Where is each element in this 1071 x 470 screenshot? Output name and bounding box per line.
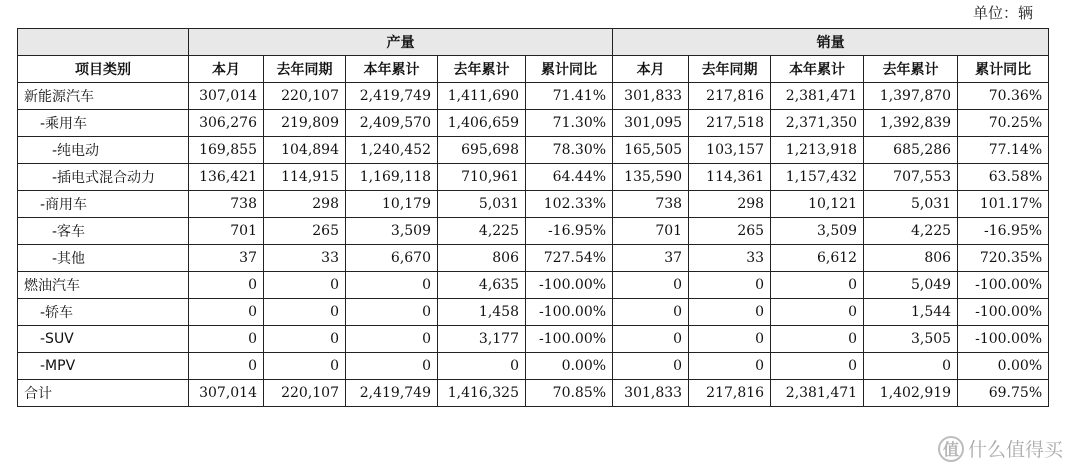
production-value-cell: 71.30% <box>526 110 613 137</box>
production-value-cell: 307,014 <box>189 380 264 407</box>
production-value-cell: 806 <box>438 245 526 272</box>
production-value-cell: 3,177 <box>438 326 526 353</box>
production-value-cell: 0 <box>346 272 438 299</box>
sales-value-cell: 114,361 <box>689 164 771 191</box>
sales-col-this-month: 本月 <box>613 56 689 83</box>
production-value-cell: 306,276 <box>189 110 264 137</box>
group-header-row <box>18 29 1049 56</box>
sales-value-cell: 5,049 <box>864 272 958 299</box>
sales-value-cell: 0 <box>689 326 771 353</box>
production-value-cell: 5,031 <box>438 191 526 218</box>
sales-value-cell: 0 <box>771 272 864 299</box>
sales-value-cell: 1,397,870 <box>864 83 958 110</box>
production-value-cell: 0 <box>189 272 264 299</box>
production-value-cell: 169,855 <box>189 137 264 164</box>
production-value-cell: 298 <box>264 191 346 218</box>
sales-value-cell: 301,095 <box>613 110 689 137</box>
row-category-cell: -MPV <box>18 353 189 380</box>
production-value-cell: 220,107 <box>264 380 346 407</box>
row-category-cell: -纯电动 <box>18 137 189 164</box>
production-value-cell: 114,915 <box>264 164 346 191</box>
row-category-cell: 燃油汽车 <box>18 272 189 299</box>
sales-col-same-period-last-year: 去年同期 <box>689 56 771 83</box>
sales-value-cell: 0 <box>689 272 771 299</box>
production-value-cell: 1,406,659 <box>438 110 526 137</box>
sales-value-cell: 0 <box>689 299 771 326</box>
sales-value-cell: -100.00% <box>958 326 1049 353</box>
production-value-cell: 1,458 <box>438 299 526 326</box>
sales-value-cell: -16.95% <box>958 218 1049 245</box>
sales-value-cell: 707,553 <box>864 164 958 191</box>
sales-value-cell: 217,518 <box>689 110 771 137</box>
table-row <box>18 245 1049 272</box>
sales-value-cell: 685,286 <box>864 137 958 164</box>
production-value-cell: 136,421 <box>189 164 264 191</box>
sales-value-cell: 298 <box>689 191 771 218</box>
row-category-cell: -其他 <box>18 245 189 272</box>
table-row <box>18 299 1049 326</box>
sales-value-cell: 0 <box>771 326 864 353</box>
sales-value-cell: 77.14% <box>958 137 1049 164</box>
sales-value-cell: 301,833 <box>613 83 689 110</box>
table-row <box>18 353 1049 380</box>
sales-value-cell: 1,402,919 <box>864 380 958 407</box>
production-value-cell: 220,107 <box>264 83 346 110</box>
production-value-cell: 71.41% <box>526 83 613 110</box>
production-value-cell: 727.54% <box>526 245 613 272</box>
row-category-cell: -SUV <box>18 326 189 353</box>
sales-value-cell: 738 <box>613 191 689 218</box>
production-value-cell: 0 <box>264 353 346 380</box>
production-value-cell: 104,894 <box>264 137 346 164</box>
watermark-text: 什么值得买 <box>967 439 1063 461</box>
sales-value-cell: 301,833 <box>613 380 689 407</box>
production-value-cell: 265 <box>264 218 346 245</box>
category-column-header: 项目类别 <box>18 56 189 83</box>
sales-value-cell: 3,509 <box>771 218 864 245</box>
table-row <box>18 164 1049 191</box>
production-value-cell: 3,509 <box>346 218 438 245</box>
production-value-cell: 710,961 <box>438 164 526 191</box>
production-value-cell: -16.95% <box>526 218 613 245</box>
production-value-cell: 0 <box>346 326 438 353</box>
sales-value-cell: 0 <box>771 299 864 326</box>
table-row <box>18 110 1049 137</box>
sales-value-cell: 37 <box>613 245 689 272</box>
row-category-cell: -轿车 <box>18 299 189 326</box>
sales-value-cell: 69.75% <box>958 380 1049 407</box>
table-row <box>18 191 1049 218</box>
sales-value-cell: 1,544 <box>864 299 958 326</box>
production-value-cell: 0 <box>264 299 346 326</box>
sales-col-ytd-yoy: 累计同比 <box>958 56 1049 83</box>
row-category-cell: 新能源汽车 <box>18 83 189 110</box>
production-value-cell: 0 <box>264 272 346 299</box>
production-col-ytd-yoy: 累计同比 <box>526 56 613 83</box>
production-col-same-period-last-year: 去年同期 <box>264 56 346 83</box>
sales-value-cell: 135,590 <box>613 164 689 191</box>
sales-col-last-year-ytd: 去年累计 <box>864 56 958 83</box>
production-value-cell: 0 <box>189 326 264 353</box>
sales-value-cell: 1,392,839 <box>864 110 958 137</box>
sales-value-cell: 33 <box>689 245 771 272</box>
production-value-cell: -100.00% <box>526 299 613 326</box>
production-col-this-month: 本月 <box>189 56 264 83</box>
sales-group-header: 销量 <box>613 29 1049 56</box>
production-col-last-year-ytd: 去年累计 <box>438 56 526 83</box>
sales-value-cell: 2,371,350 <box>771 110 864 137</box>
production-value-cell: 70.85% <box>526 380 613 407</box>
sales-value-cell: 0 <box>613 272 689 299</box>
sales-value-cell: 103,157 <box>689 137 771 164</box>
production-value-cell: 4,225 <box>438 218 526 245</box>
sales-value-cell: 1,213,918 <box>771 137 864 164</box>
table-row <box>18 137 1049 164</box>
production-value-cell: 0 <box>189 299 264 326</box>
production-value-cell: 0 <box>346 299 438 326</box>
production-value-cell: 0 <box>264 326 346 353</box>
smzdm-watermark <box>938 435 1063 462</box>
production-value-cell: 10,179 <box>346 191 438 218</box>
sales-value-cell: 806 <box>864 245 958 272</box>
row-category-cell: -客车 <box>18 218 189 245</box>
production-group-header: 产量 <box>189 29 613 56</box>
production-value-cell: 2,419,749 <box>346 83 438 110</box>
sales-value-cell: 0 <box>864 353 958 380</box>
sales-col-ytd: 本年累计 <box>771 56 864 83</box>
header-blank-cell <box>18 29 189 56</box>
table-row <box>18 326 1049 353</box>
production-value-cell: 738 <box>189 191 264 218</box>
sales-value-cell: 70.36% <box>958 83 1049 110</box>
sales-value-cell: 0 <box>613 353 689 380</box>
production-value-cell: 37 <box>189 245 264 272</box>
sales-value-cell: 4,225 <box>864 218 958 245</box>
row-category-cell: -乘用车 <box>18 110 189 137</box>
production-value-cell: 1,169,118 <box>346 164 438 191</box>
sales-value-cell: 217,816 <box>689 83 771 110</box>
sales-value-cell: -100.00% <box>958 299 1049 326</box>
production-value-cell: 1,411,690 <box>438 83 526 110</box>
production-value-cell: 102.33% <box>526 191 613 218</box>
production-col-ytd: 本年累计 <box>346 56 438 83</box>
sales-value-cell: 2,381,471 <box>771 83 864 110</box>
vehicle-production-sales-table <box>17 28 1049 407</box>
sales-value-cell: 165,505 <box>613 137 689 164</box>
production-value-cell: 0.00% <box>526 353 613 380</box>
table-row <box>18 218 1049 245</box>
production-value-cell: 64.44% <box>526 164 613 191</box>
sales-value-cell: 3,505 <box>864 326 958 353</box>
production-value-cell: 0 <box>346 353 438 380</box>
production-value-cell: -100.00% <box>526 326 613 353</box>
sales-value-cell: 0 <box>771 353 864 380</box>
production-value-cell: -100.00% <box>526 272 613 299</box>
production-value-cell: 307,014 <box>189 83 264 110</box>
sales-value-cell: 1,157,432 <box>771 164 864 191</box>
sales-value-cell: 701 <box>613 218 689 245</box>
production-value-cell: 0 <box>438 353 526 380</box>
sales-value-cell: 0 <box>613 326 689 353</box>
sales-value-cell: 2,381,471 <box>771 380 864 407</box>
table-row <box>18 380 1049 407</box>
row-category-cell: 合计 <box>18 380 189 407</box>
production-value-cell: 1,416,325 <box>438 380 526 407</box>
smzdm-logo-icon: 值 <box>938 436 964 462</box>
production-value-cell: 4,635 <box>438 272 526 299</box>
production-value-cell: 2,419,749 <box>346 380 438 407</box>
sales-value-cell: 217,816 <box>689 380 771 407</box>
sales-value-cell: 6,612 <box>771 245 864 272</box>
sales-value-cell: 720.35% <box>958 245 1049 272</box>
production-value-cell: 219,809 <box>264 110 346 137</box>
unit-label: 单位：辆 <box>972 4 1033 22</box>
production-value-cell: 1,240,452 <box>346 137 438 164</box>
sales-value-cell: 10,121 <box>771 191 864 218</box>
sales-value-cell: 0 <box>613 299 689 326</box>
table-body <box>18 83 1049 407</box>
table-row <box>18 272 1049 299</box>
table-row <box>18 83 1049 110</box>
sales-value-cell: 101.17% <box>958 191 1049 218</box>
sales-value-cell: 0.00% <box>958 353 1049 380</box>
sales-value-cell: 265 <box>689 218 771 245</box>
production-value-cell: 6,670 <box>346 245 438 272</box>
production-value-cell: 0 <box>189 353 264 380</box>
production-value-cell: 2,409,570 <box>346 110 438 137</box>
production-value-cell: 33 <box>264 245 346 272</box>
sales-value-cell: -100.00% <box>958 272 1049 299</box>
production-value-cell: 78.30% <box>526 137 613 164</box>
sales-value-cell: 0 <box>689 353 771 380</box>
production-value-cell: 701 <box>189 218 264 245</box>
sales-value-cell: 5,031 <box>864 191 958 218</box>
sales-value-cell: 70.25% <box>958 110 1049 137</box>
row-category-cell: -插电式混合动力 <box>18 164 189 191</box>
row-category-cell: -商用车 <box>18 191 189 218</box>
column-header-row <box>18 56 1049 83</box>
production-value-cell: 695,698 <box>438 137 526 164</box>
sales-value-cell: 63.58% <box>958 164 1049 191</box>
